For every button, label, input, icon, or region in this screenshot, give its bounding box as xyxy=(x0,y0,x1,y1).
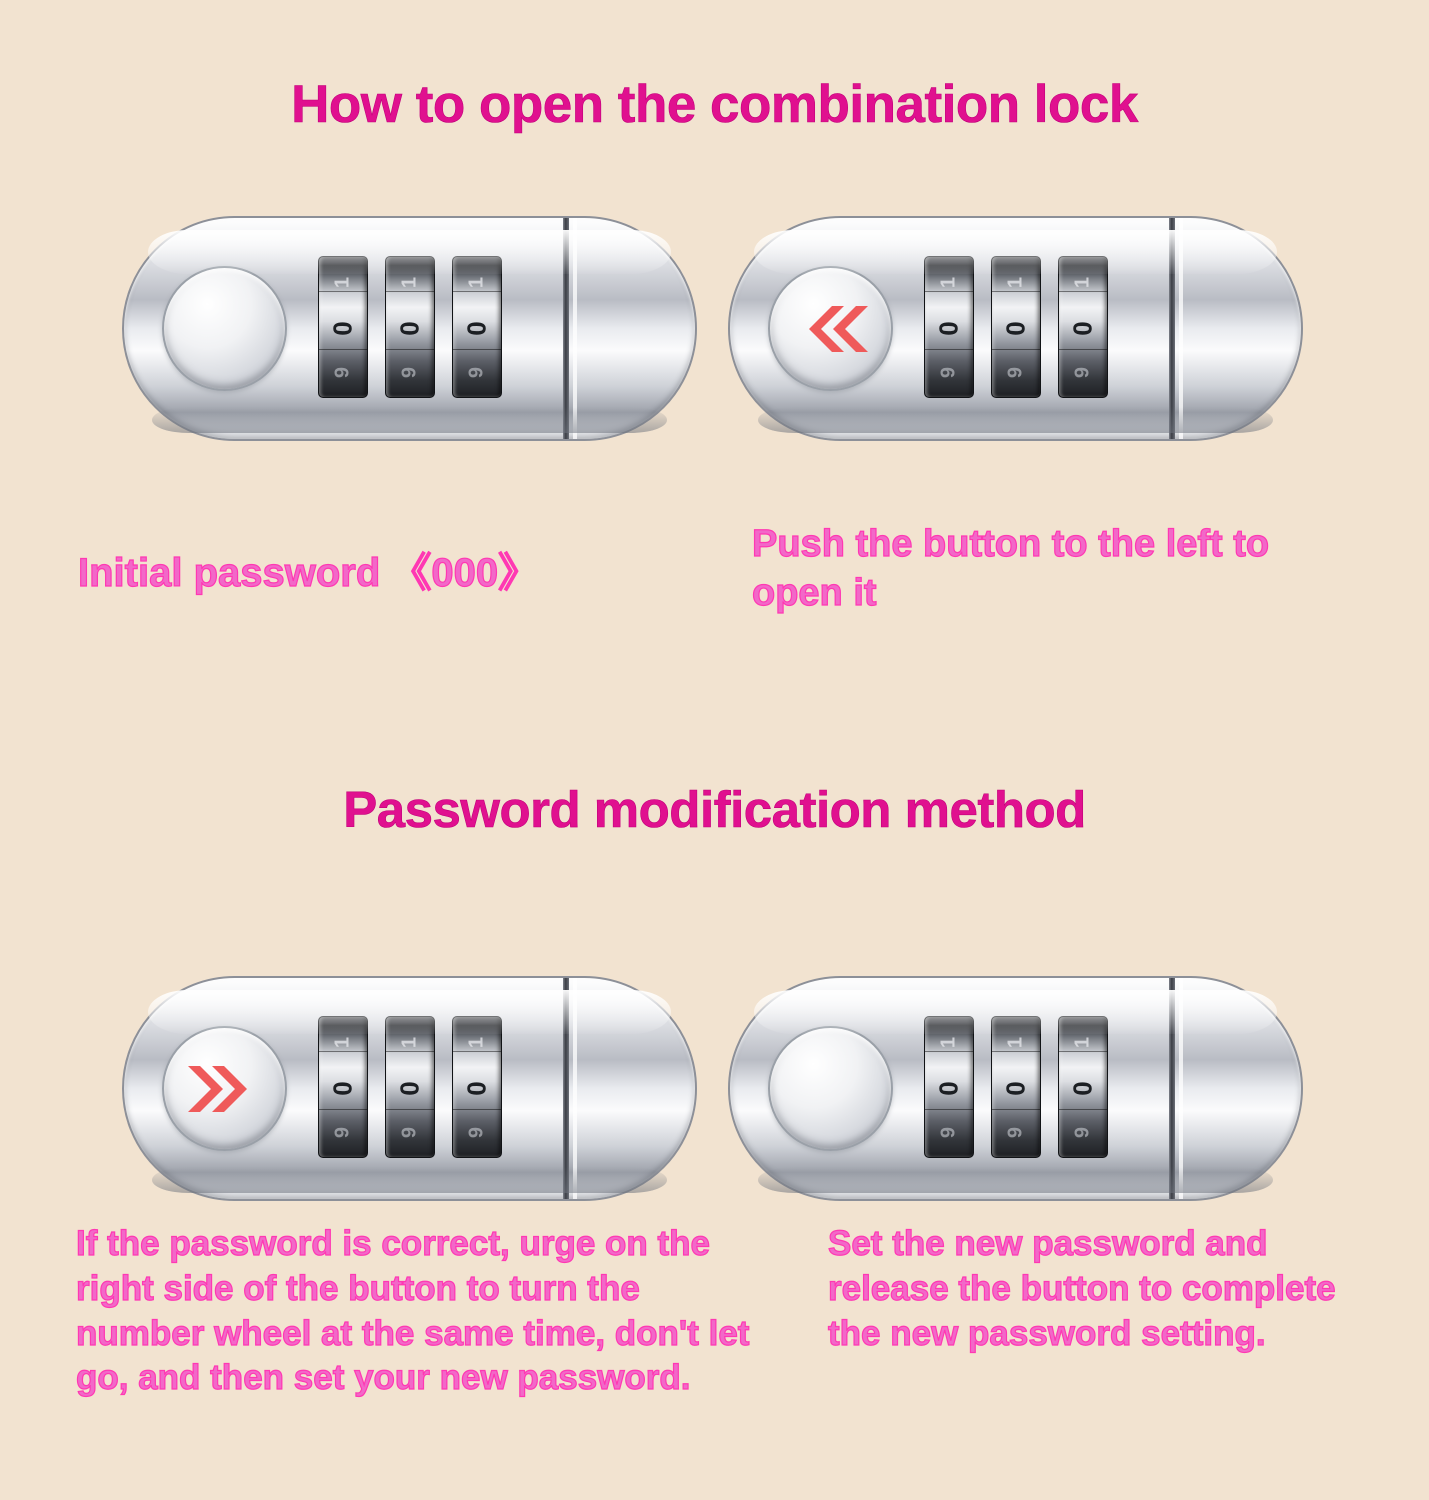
lock-cap-highlight xyxy=(1179,978,1183,1199)
dial-group xyxy=(924,256,1108,398)
dial-digit-next: 9 xyxy=(1071,1126,1094,1139)
dial-digit-next: 9 xyxy=(331,1126,354,1139)
dial-wheel-2[interactable] xyxy=(385,256,435,398)
dial-digit-next: 9 xyxy=(1004,1126,1027,1139)
dial-digit-current: 0 xyxy=(327,321,358,336)
dial-wheel-1[interactable] xyxy=(318,256,368,398)
caption-push-left: Push the button to the left to open it xyxy=(752,523,1270,614)
dial-digit-next: 9 xyxy=(398,1126,421,1139)
dial-group xyxy=(924,1016,1108,1158)
dial-group xyxy=(318,256,502,398)
lock-diagram-set-new-password xyxy=(728,976,1303,1201)
dial-digit-current: 0 xyxy=(1067,1081,1098,1096)
dial-digit-current: 0 xyxy=(933,1081,964,1096)
dial-digit-prev: 1 xyxy=(398,276,421,289)
dial-digit-prev: 1 xyxy=(1071,1036,1094,1049)
dial-digit-next: 9 xyxy=(398,366,421,379)
lock-diagram-initial-password xyxy=(122,216,697,441)
dial-group xyxy=(318,1016,502,1158)
lock-push-button[interactable] xyxy=(768,1026,893,1151)
dial-digit-current: 0 xyxy=(327,1081,358,1096)
lock-diagram-push-right xyxy=(122,976,697,1201)
lock-seam xyxy=(563,978,569,1199)
lock-push-button[interactable] xyxy=(162,266,287,391)
dial-digit-current: 0 xyxy=(394,1081,425,1096)
lock-seam xyxy=(1169,978,1175,1199)
dial-wheel-1[interactable] xyxy=(924,1016,974,1158)
lock-diagram-push-left xyxy=(728,216,1303,441)
dial-digit-next: 9 xyxy=(937,1126,960,1139)
dial-wheel-3[interactable] xyxy=(452,256,502,398)
dial-digit-prev: 1 xyxy=(331,1036,354,1049)
caption-set-new-password: Set the new password and release the button to complete the new password setting. xyxy=(828,1224,1336,1353)
lock-cap-highlight xyxy=(573,978,577,1199)
dial-digit-prev: 1 xyxy=(1071,276,1094,289)
dial-digit-next: 9 xyxy=(937,366,960,379)
section-heading-password-modification: Password modification method xyxy=(343,781,1086,838)
lock-seam xyxy=(563,218,569,439)
dial-digit-current: 0 xyxy=(461,1081,492,1096)
dial-digit-prev: 1 xyxy=(1004,1036,1027,1049)
section-heading-open-lock: How to open the combination lock xyxy=(291,75,1138,134)
dial-digit-next: 9 xyxy=(1071,366,1094,379)
caption-push-right: If the password is correct, urge on the right side of the button to turn the number wheel at the same time, don't let go, and then set your new password. xyxy=(76,1224,750,1398)
dial-digit-current: 0 xyxy=(933,321,964,336)
dial-digit-prev: 1 xyxy=(1004,276,1027,289)
dial-digit-current: 0 xyxy=(1000,321,1031,336)
dial-digit-prev: 1 xyxy=(937,276,960,289)
dial-wheel-2[interactable] xyxy=(385,1016,435,1158)
dial-digit-prev: 1 xyxy=(465,276,488,289)
double-chevron-left-icon xyxy=(792,303,870,355)
lock-seam xyxy=(1169,218,1175,439)
dial-wheel-3[interactable] xyxy=(452,1016,502,1158)
dial-digit-prev: 1 xyxy=(331,276,354,289)
lock-cap-highlight xyxy=(1179,218,1183,439)
lock-push-button[interactable] xyxy=(768,266,893,391)
dial-digit-prev: 1 xyxy=(937,1036,960,1049)
dial-digit-prev: 1 xyxy=(398,1036,421,1049)
dial-digit-current: 0 xyxy=(394,321,425,336)
dial-wheel-2[interactable] xyxy=(991,256,1041,398)
dial-digit-current: 0 xyxy=(461,321,492,336)
dial-wheel-1[interactable] xyxy=(924,256,974,398)
double-chevron-right-icon xyxy=(186,1063,264,1115)
dial-wheel-3[interactable] xyxy=(1058,256,1108,398)
dial-wheel-2[interactable] xyxy=(991,1016,1041,1158)
dial-wheel-3[interactable] xyxy=(1058,1016,1108,1158)
dial-wheel-1[interactable] xyxy=(318,1016,368,1158)
caption-initial-password: Initial password 《000》 xyxy=(78,551,539,595)
lock-push-button[interactable] xyxy=(162,1026,287,1151)
dial-digit-next: 9 xyxy=(465,1126,488,1139)
dial-digit-next: 9 xyxy=(465,366,488,379)
dial-digit-next: 9 xyxy=(331,366,354,379)
dial-digit-current: 0 xyxy=(1067,321,1098,336)
lock-cap-highlight xyxy=(573,218,577,439)
dial-digit-prev: 1 xyxy=(465,1036,488,1049)
dial-digit-current: 0 xyxy=(1000,1081,1031,1096)
dial-digit-next: 9 xyxy=(1004,366,1027,379)
